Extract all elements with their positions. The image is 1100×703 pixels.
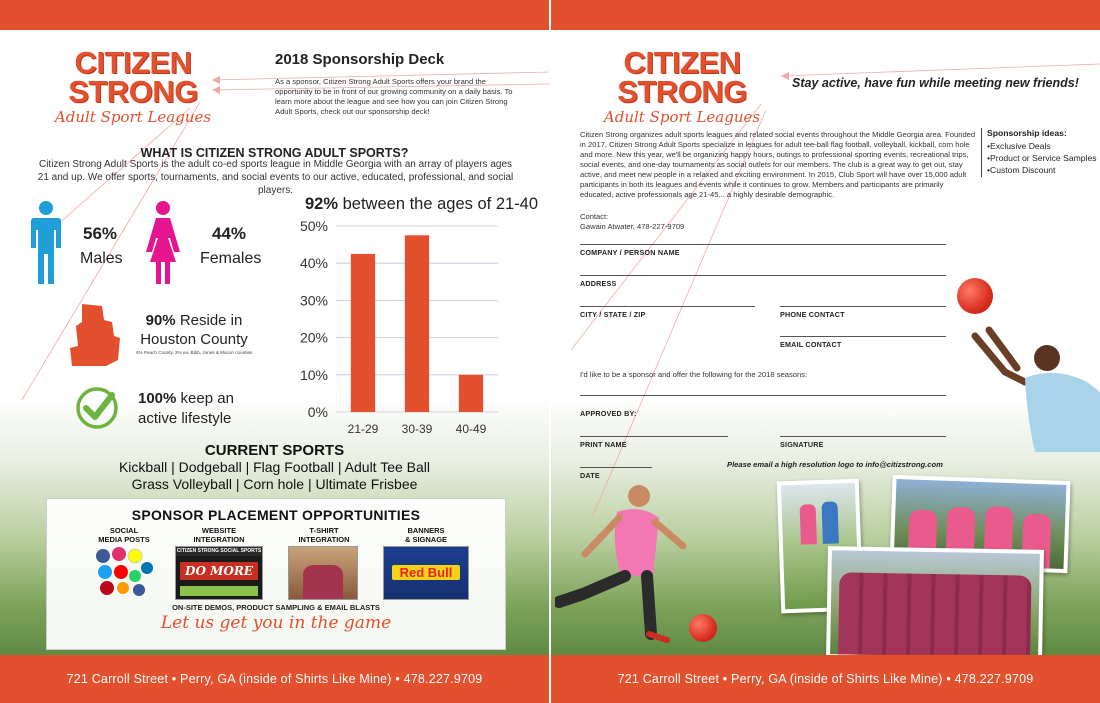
right-page [551, 0, 1100, 703]
y-tick-label: 30% [299, 292, 328, 309]
date-label: DATE [580, 471, 600, 480]
placement-banners-label2: & SIGNAGE [404, 535, 448, 544]
sports-line-1: Kickball | Dodgeball | Flag Football | Adult Tee Ball [118, 459, 431, 475]
sports-heading: CURRENT SPORTS [204, 442, 345, 459]
website-thumb-title: CITIZEN STRONG SOCIAL SPORTS [176, 548, 262, 554]
ideas-heading: Sponsorship ideas: [987, 128, 1067, 138]
males-stat [80, 224, 123, 268]
what-heading: WHAT IS CITIZEN STRONG ADULT SPORTS? [140, 146, 409, 160]
sponsor-heading: SPONSOR PLACEMENT OPPORTUNITIES [131, 507, 421, 523]
placement-tshirt-label1: T-SHIRT [309, 526, 339, 535]
social-media-icons [93, 546, 155, 598]
right-tagline: Stay active, have fun while meeting new friends! [792, 76, 1079, 90]
phone-label: PHONE CONTACT [780, 310, 845, 319]
placement-banners-label1: BANNERS [407, 526, 445, 535]
placement-website [174, 526, 264, 544]
placement-tshirt-label2: INTEGRATION [298, 535, 350, 544]
date-field[interactable] [580, 467, 652, 468]
y-tick-label: 10% [299, 366, 328, 383]
placement-social-label1: SOCIAL [109, 526, 139, 535]
y-tick-label: 50% [299, 218, 328, 234]
y-tick-label: 0% [307, 404, 328, 420]
idea-item: • Custom Discount [987, 165, 1097, 175]
active-pct: 100% [138, 390, 177, 407]
county-label-1: Reside in [175, 312, 243, 329]
y-tick-label: 40% [299, 255, 328, 272]
y-tick-label: 20% [299, 329, 328, 346]
chart-title-rest: between the ages of 21-40 [338, 195, 539, 213]
intro-text: As a sponsor, Citizen Strong Adult Sports offers your brand the opportunity to be in front of our growing community on a daily basis. To learn more about the league and see how you can join Citizen Strong Adult Sports, check out our sponsorship deck! [275, 77, 513, 116]
placement-tshirt [279, 526, 369, 544]
county-note: 4% Peach County, 2% ea. Bibb, Jones & Macon counties [136, 350, 253, 355]
company-field[interactable] [580, 244, 946, 245]
banner-thumbnail [383, 546, 469, 600]
contact-label: Contact: [580, 212, 609, 221]
signature-field[interactable] [780, 436, 946, 437]
company-label: COMPANY / PERSON NAME [580, 248, 680, 257]
approved-label: APPROVED BY: [580, 409, 637, 418]
county-stat [136, 312, 252, 355]
signature-label: SIGNATURE [780, 440, 824, 449]
male-icon [30, 200, 62, 286]
sponsor-offer-text: I'd like to be a sponsor and offer the following for the 2018 seasons: [580, 370, 808, 379]
logo-subtitle: Adult Sport Leagues [54, 108, 212, 126]
logo-right [597, 45, 767, 126]
sports-line-2: Grass Volleyball | Corn hole | Ultimate Frisbee [131, 476, 418, 492]
kicker-graphic [555, 484, 705, 652]
logo-right-subtitle: Adult Sport Leagues [603, 108, 761, 126]
county-pct: 90% [145, 312, 176, 329]
about-paragraph: Citizen Strong organizes adult sports leagues and related social events throughout the Middle Georgia area. Founded in 2017, Citizen Strong Adult Sports specialize in leagues for adult tee-ball flag football, volleyball, kickball, corn hole and more. New this year, we'll be organizing happy hours, outings to professional sporting events, recreational trips, social events, and one-day tournaments as social outlets for our members. The club is a great way to get out, stay active, and meet new people in a relaxed and exciting environment. In 2015, Club Sport will have over 15,000 adult participants in both its leagues and events while it continues to grow. Members and participants are primarily educated, active professionals age 21-45... a highly desirable demographic. [580, 130, 976, 199]
print-name-label: PRINT NAME [580, 440, 627, 449]
logo-right-line2: STRONG [617, 74, 747, 109]
address-label: ADDRESS [580, 279, 617, 288]
placement-website-label1: WEBSITE [201, 526, 237, 535]
county-map-icon [68, 302, 122, 368]
females-label: Females [200, 250, 262, 267]
bar-30-39 [405, 235, 429, 412]
website-thumbnail [175, 546, 263, 600]
city-field[interactable] [580, 306, 755, 307]
bar-40-49 [459, 375, 483, 412]
active-label-2: active lifestyle [138, 410, 232, 427]
placement-website-label2: INTEGRATION [193, 535, 245, 544]
logo-line2: STRONG [68, 74, 198, 109]
females-pct: 44% [211, 224, 247, 243]
active-label-1: keep an [176, 390, 234, 407]
right-footer: 721 Carroll Street • Perry, GA (inside of Shirts Like Mine) • 478.227.9709 [551, 655, 1100, 703]
player-catching-graphic [965, 322, 1100, 452]
females-stat [200, 224, 262, 268]
email-note: Please email a high resolution logo to info@citizstrong.com [727, 460, 943, 469]
chart-title-bold: 92% [305, 195, 339, 213]
idea-item: • Exclusive Deals [987, 141, 1097, 151]
female-icon [144, 200, 182, 286]
males-label: Males [80, 250, 123, 267]
email-field[interactable] [780, 336, 946, 337]
age-bar-chart [298, 212, 503, 440]
logo [48, 45, 218, 126]
logo-right-line1: CITIZEN [623, 45, 741, 80]
placement-social-label2: MEDIA POSTS [98, 535, 150, 544]
print-name-field[interactable] [580, 436, 728, 437]
idea-item: • Product or Service Samples [987, 153, 1097, 163]
left-page [0, 0, 549, 703]
logo-line1: CITIZEN [74, 45, 192, 80]
tshirt-thumbnail [288, 546, 358, 600]
deck-title: 2018 Sponsorship Deck [275, 51, 445, 68]
address-field[interactable] [580, 275, 946, 276]
county-label-2: Houston County [140, 331, 248, 348]
placement-social [79, 526, 169, 544]
city-label: CITY / STATE / ZIP [580, 310, 646, 319]
what-text: Citizen Strong Adult Sports is the adult co-ed sports league in Middle Georgia with an array of players ages 21 and up. We offer sports, tournaments, and social events to our active, educated, professional, and social players. [37, 159, 514, 196]
sponsor-placement-box [46, 498, 506, 650]
left-tagline: Let us get you in the game [160, 613, 392, 633]
contact-value: Gawain Atwater, 478-227-9709 [580, 222, 685, 231]
bar-21-29 [351, 254, 375, 412]
males-pct: 56% [82, 224, 118, 243]
banner-thumb-text: Red Bull [392, 565, 460, 580]
x-tick-label: 40-49 [455, 422, 487, 436]
website-thumb-text: DO MORE [180, 562, 258, 580]
team-photo-3 [826, 546, 1044, 662]
check-icon [74, 385, 120, 431]
email-label: EMAIL CONTACT [780, 340, 842, 349]
phone-field[interactable] [780, 306, 946, 307]
kickball-ground-graphic [689, 614, 717, 642]
x-tick-label: 30-39 [401, 422, 433, 436]
kickball-graphic [957, 278, 993, 314]
contact-block [580, 212, 684, 232]
placement-banners [381, 526, 471, 544]
left-footer: 721 Carroll Street • Perry, GA (inside of Shirts Like Mine) • 478.227.9709 [0, 655, 549, 703]
onsite-text: ON-SITE DEMOS, PRODUCT SAMPLING & EMAIL BLASTS [172, 603, 380, 612]
x-tick-label: 21-29 [347, 422, 379, 436]
active-stat [138, 390, 238, 427]
sponsorship-ideas [981, 128, 1097, 177]
offer-field[interactable] [580, 395, 946, 396]
